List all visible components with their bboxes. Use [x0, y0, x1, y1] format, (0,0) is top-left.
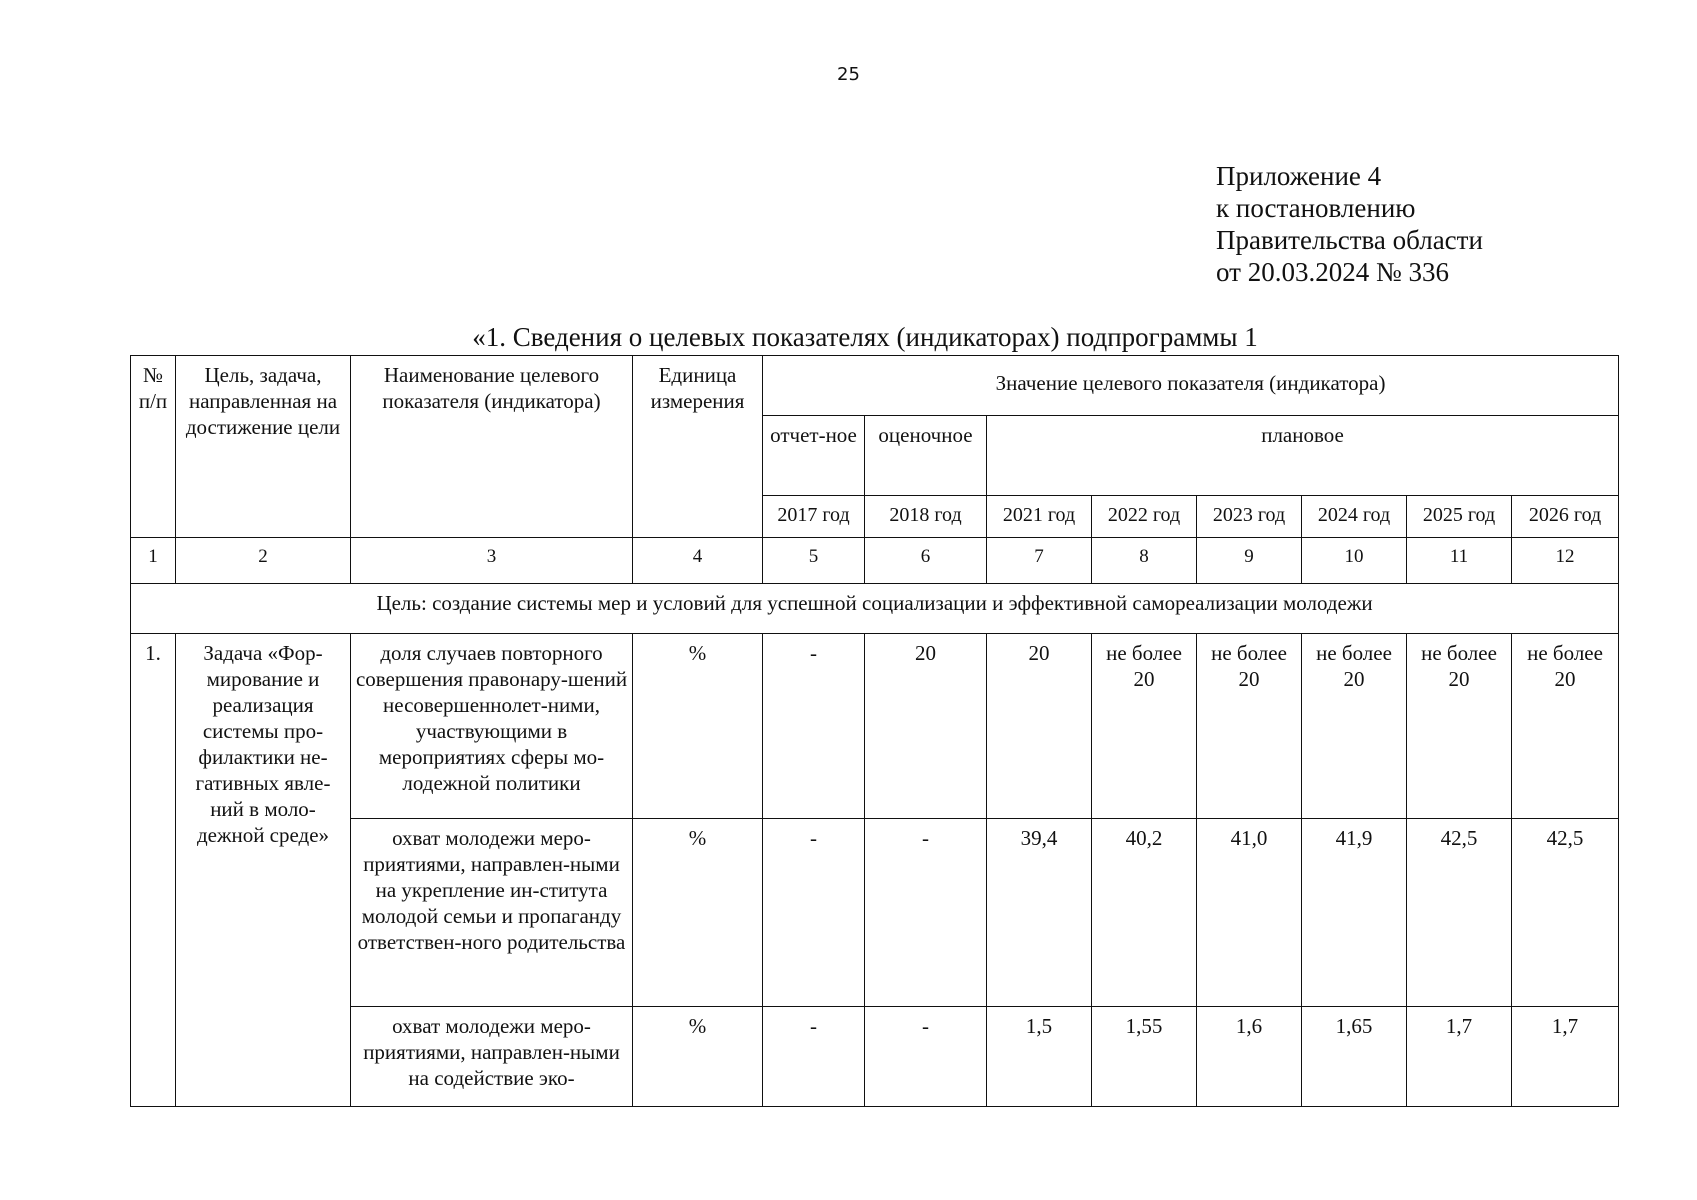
column-number: 1	[131, 538, 176, 584]
indicator-unit: %	[633, 819, 763, 1007]
value-2017: -	[763, 819, 865, 1007]
column-number: 3	[351, 538, 633, 584]
task-text: Задача «Фор-мирование и реализация системы про-филактики не-гативных явле-ний в моло-дежной среде»	[176, 634, 351, 1107]
value-2018: 20	[865, 634, 987, 819]
value-2021: 20	[987, 634, 1092, 819]
value-2017: -	[763, 634, 865, 819]
header-year: 2023 год	[1197, 496, 1302, 538]
header-year: 2018 год	[865, 496, 987, 538]
value-2025: не более 20	[1407, 634, 1512, 819]
table-title: «1. Сведения о целевых показателях (индикаторах) подпрограммы 1	[472, 322, 1258, 352]
value-2021: 1,5	[987, 1007, 1092, 1107]
column-number: 6	[865, 538, 987, 584]
goal-row: Цель: создание системы мер и условий для успешной социализации и эффективной самореализации молодежи	[131, 584, 1619, 634]
header-reported: отчет-ное	[763, 416, 865, 496]
appendix-line: к постановлению	[1216, 193, 1416, 223]
header-year: 2022 год	[1092, 496, 1197, 538]
header-indicator-name: Наименование целевого показателя (индикатора)	[351, 356, 633, 538]
indicator-unit: %	[633, 1007, 763, 1107]
indicator-name: охват молодежи меро-приятиями, направлен-ными на содействие эко-	[351, 1007, 633, 1107]
column-number: 8	[1092, 538, 1197, 584]
value-2026: не более 20	[1512, 634, 1619, 819]
appendix-line: Правительства области	[1216, 225, 1483, 255]
page-number: 25	[837, 64, 860, 85]
value-2024: 41,9	[1302, 819, 1407, 1007]
indicator-name: охват молодежи меро-приятиями, направлен-ными на укрепление ин-ститута молодой семьи и пропаганду ответствен-ного родительства	[351, 819, 633, 1007]
header-year: 2021 год	[987, 496, 1092, 538]
value-2026: 42,5	[1512, 819, 1619, 1007]
value-2024: 1,65	[1302, 1007, 1407, 1107]
appendix-block	[1216, 160, 1483, 288]
value-2018: -	[865, 1007, 987, 1107]
appendix-line: Приложение 4	[1216, 161, 1382, 191]
value-2026: 1,7	[1512, 1007, 1619, 1107]
appendix-line: от 20.03.2024 № 336	[1216, 257, 1449, 287]
column-number: 7	[987, 538, 1092, 584]
header-number: № п/п	[131, 356, 176, 538]
column-number: 5	[763, 538, 865, 584]
column-number: 12	[1512, 538, 1619, 584]
indicator-name: доля случаев повторного совершения правонару-шений несовершеннолет-ними, участвующими в мероприятиях сферы мо-лодежной политики	[351, 634, 633, 819]
value-2024: не более 20	[1302, 634, 1407, 819]
value-2022: не более 20	[1092, 634, 1197, 819]
header-unit: Единица измерения	[633, 356, 763, 538]
table-row	[131, 1007, 1619, 1107]
indicator-unit: %	[633, 634, 763, 819]
table-row	[131, 819, 1619, 1007]
value-2022: 1,55	[1092, 1007, 1197, 1107]
value-2023: 1,6	[1197, 1007, 1302, 1107]
header-planned: плановое	[987, 416, 1619, 496]
header-value-group: Значение целевого показателя (индикатора)	[763, 356, 1619, 416]
column-number: 10	[1302, 538, 1407, 584]
column-number: 11	[1407, 538, 1512, 584]
value-2023: не более 20	[1197, 634, 1302, 819]
header-year: 2026 год	[1512, 496, 1619, 538]
column-number: 2	[176, 538, 351, 584]
column-number: 9	[1197, 538, 1302, 584]
indicators-table	[130, 355, 1619, 1107]
header-estimated: оценочное	[865, 416, 987, 496]
header-goal-task: Цель, задача, направленная на достижение цели	[176, 356, 351, 538]
column-number: 4	[633, 538, 763, 584]
value-2022: 40,2	[1092, 819, 1197, 1007]
header-year: 2024 год	[1302, 496, 1407, 538]
value-2025: 1,7	[1407, 1007, 1512, 1107]
table-row	[131, 634, 1619, 819]
task-number: 1.	[131, 634, 176, 1107]
header-year: 2017 год	[763, 496, 865, 538]
value-2023: 41,0	[1197, 819, 1302, 1007]
value-2025: 42,5	[1407, 819, 1512, 1007]
value-2021: 39,4	[987, 819, 1092, 1007]
value-2018: -	[865, 819, 987, 1007]
header-year: 2025 год	[1407, 496, 1512, 538]
value-2017: -	[763, 1007, 865, 1107]
